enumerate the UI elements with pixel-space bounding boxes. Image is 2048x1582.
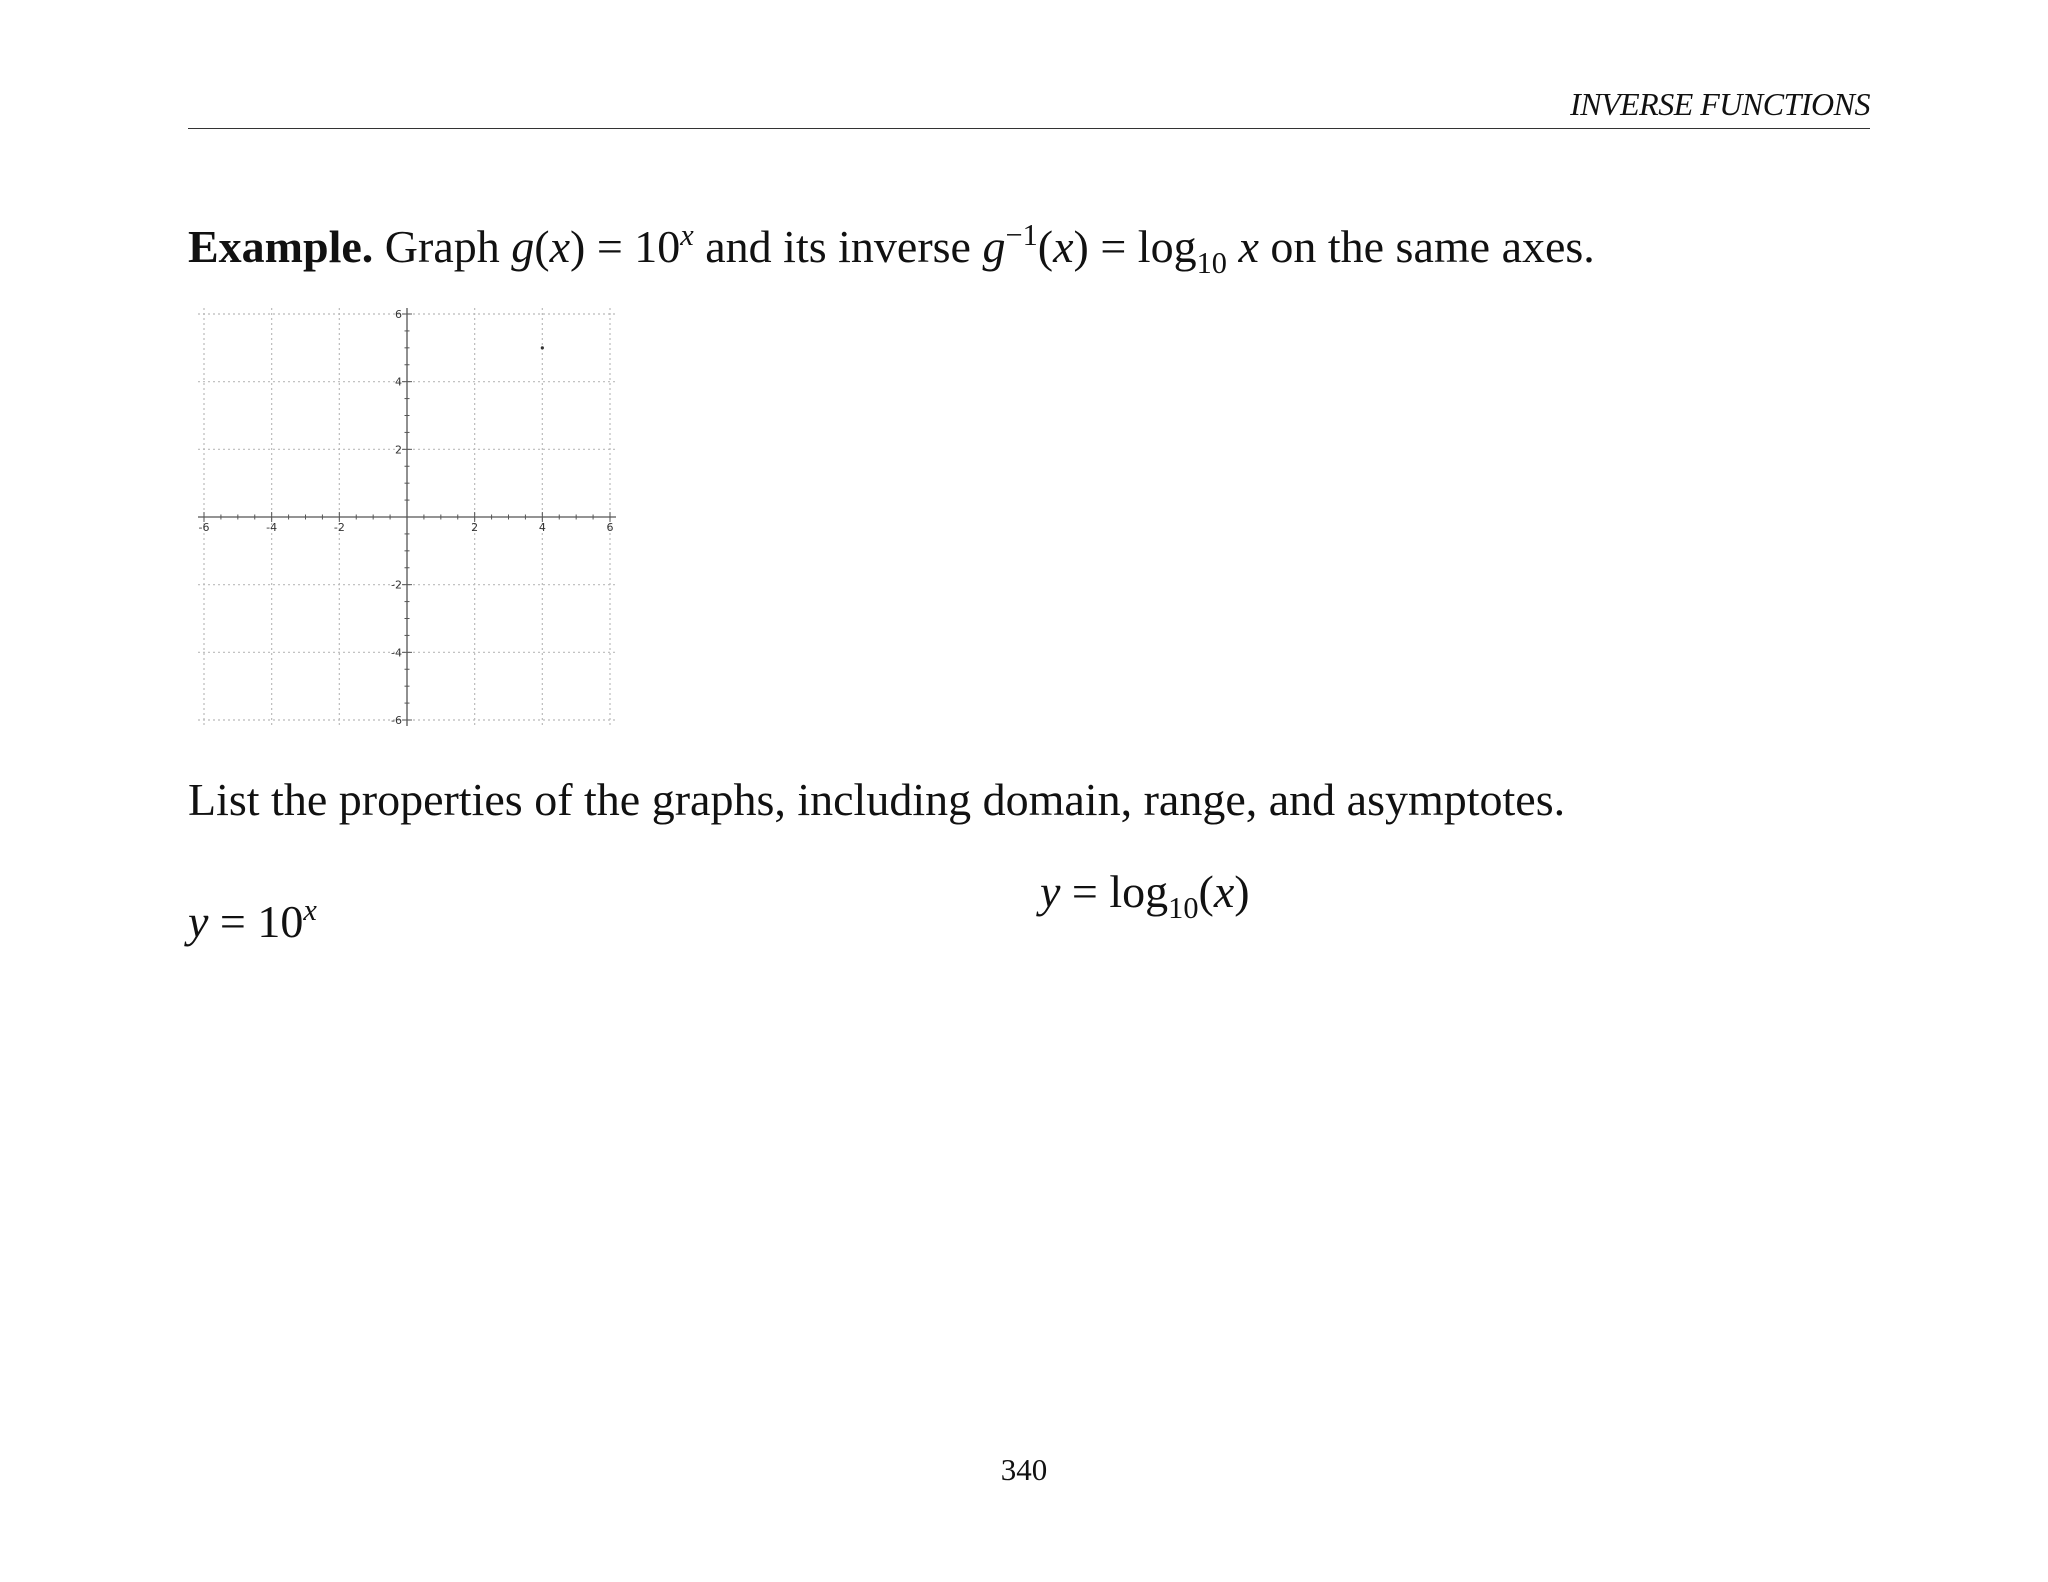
coordinate-grid-chart	[190, 300, 630, 735]
inverse-exponent: −1	[1005, 218, 1038, 253]
function-g-inverse: g	[982, 221, 1006, 272]
var-x: x	[549, 221, 570, 272]
paren-open-3: (	[1198, 866, 1214, 917]
data-points	[541, 346, 544, 349]
y-tick-label: 6	[395, 308, 402, 321]
var-y-2: y	[1040, 866, 1061, 917]
paren-close: )	[1234, 866, 1250, 917]
properties-prompt: List the properties of the graphs, including domain, range, and asymptotes.	[188, 774, 1566, 825]
var-x-3: x	[1238, 221, 1259, 272]
x-tick-label: 6	[606, 521, 614, 534]
y-tick-label: -2	[391, 578, 402, 592]
log-base: 10	[1196, 245, 1227, 280]
header-rule	[188, 128, 1870, 129]
equation-logarithm	[1040, 865, 1250, 925]
x-tick-label: -2	[333, 521, 345, 534]
x-tick-label: 2	[471, 521, 479, 534]
y-tick-label: 2	[395, 443, 402, 457]
y-tick-label: 4	[395, 375, 402, 389]
exponent-x: x	[680, 218, 694, 253]
example-label: Example.	[188, 221, 374, 272]
y-tick-label: -6	[391, 714, 402, 727]
equals-log: ) = log	[1073, 221, 1197, 272]
exponent-x-2: x	[303, 893, 317, 928]
var-x-4: x	[1213, 866, 1235, 917]
equals-log-2: = log	[1060, 866, 1169, 917]
var-y: y	[188, 896, 209, 947]
function-g: g	[511, 221, 535, 272]
inverse-phrase: and its inverse	[705, 221, 971, 272]
example-tail: on the same axes.	[1270, 221, 1595, 272]
running-title: INVERSE FUNCTIONS	[1570, 86, 1870, 122]
axes	[198, 308, 616, 726]
log-base-2: 10	[1168, 890, 1199, 925]
data-point	[541, 346, 544, 349]
var-x-2: x	[1053, 221, 1074, 272]
equals-ten-2: = 10	[208, 896, 304, 947]
equation-exponential	[188, 895, 317, 948]
paren-open: (	[534, 221, 550, 272]
equals-ten: ) = 10	[570, 221, 681, 272]
x-tick-label: -4	[266, 521, 278, 534]
page-number: 340	[1000, 1452, 1048, 1487]
paren-open-2: (	[1037, 221, 1054, 272]
x-tick-label: 4	[538, 521, 546, 534]
example-statement	[188, 218, 1595, 280]
y-tick-label: -4	[391, 646, 402, 660]
x-tick-label: -6	[198, 521, 210, 534]
graph-word: Graph	[384, 221, 500, 272]
